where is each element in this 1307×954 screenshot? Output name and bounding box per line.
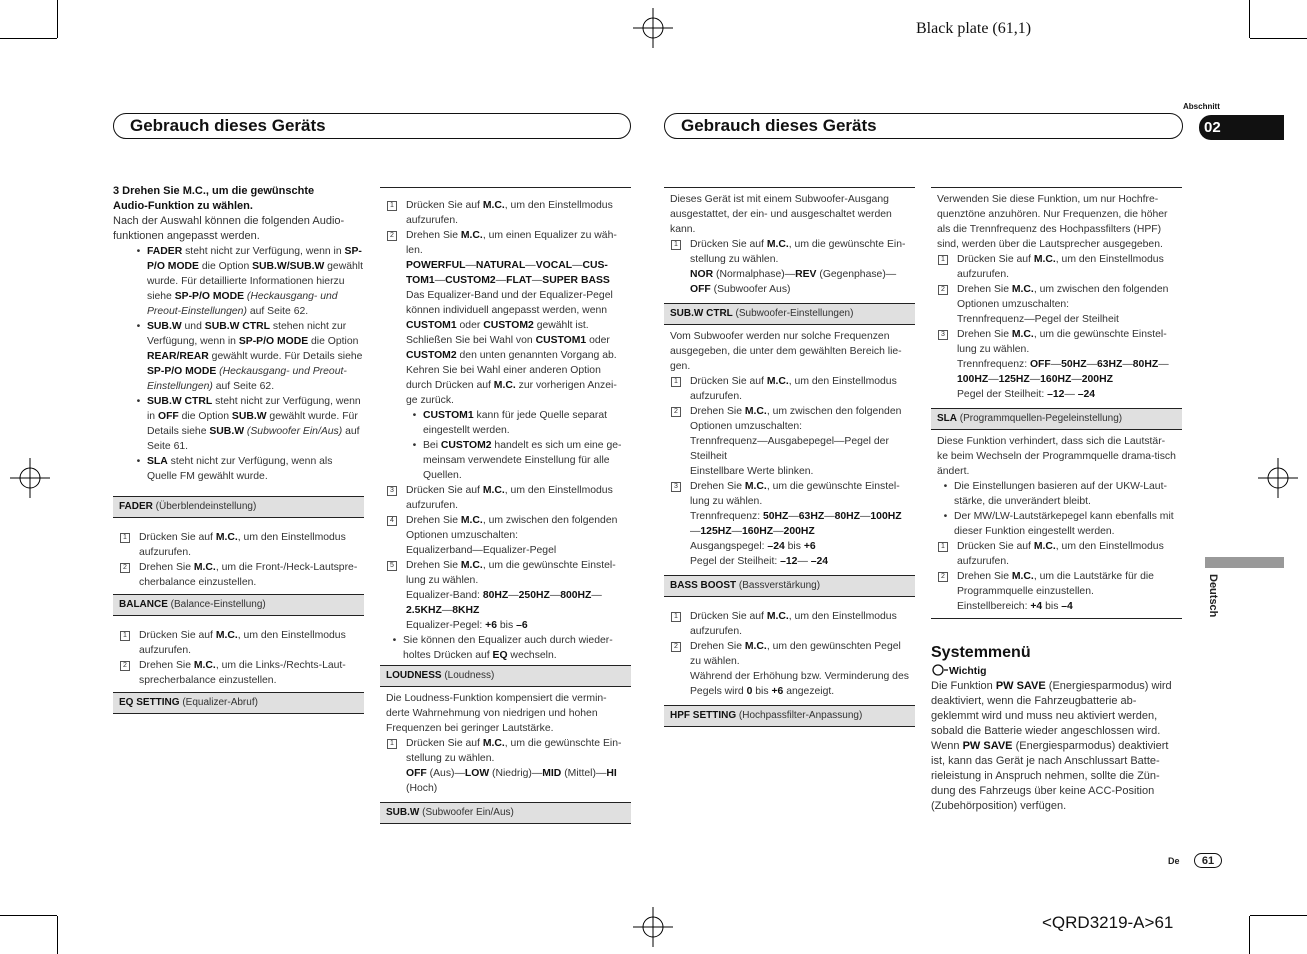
list-item: • SUB.W und SUB.W CTRL stehen nicht zur Verfügung, wenn in SP-P/O MODE die Option REAR/REAR gewählt wurde. Für Details siehe SP-P/O MODE (Heckausgang- und Preout-Einstellungen) auf Seite 62. bbox=[136, 321, 363, 392]
list-item: • Der MW/LW-Lautstärkepegel kann ebenfalls mit dieser Funktion eingestellt werden. bbox=[943, 511, 1174, 537]
plate-label: Black plate (61,1) bbox=[916, 20, 1032, 37]
step-item: 1 Drücken Sie auf M.C., um die gewünschte Ein-stellung zu wählen. NOR (Normalphase)—REV (Gegenphase)—OFF (Subwoofer Aus) bbox=[670, 237, 909, 297]
step-item: 2 Drehen Sie M.C., um die Lautstärke für die Programmquelle einzustellen. Einstellbereich: +4 bis –4 bbox=[937, 569, 1176, 614]
body-text: Die Loudness-Funktion kompensiert die vermin-derte Wahrnehmung von niedrigen und hohen Frequenzen bei geringer Lautstärke. bbox=[386, 693, 607, 734]
body-text: Die Funktion PW SAVE (Energiesparmodus) wird deaktiviert, wenn die Fahrzeugbatterie ab-geklemmt wird und muss neu aktiviert werden, sobald die Batterie wieder angeschlossen wird. Wenn PW SAVE (Energiesparmodus) deaktiviert ist, kann das Gerät je nach Anschlussart Batte-rieleistung in Anspruch nehmen, sollte die Zün-dung des Fahrzeugs über keine ACC-Position (Zubehörposition) verfügen. bbox=[931, 680, 1172, 812]
registration-mark-icon bbox=[633, 8, 673, 48]
body-text: Diese Funktion verhindert, dass sich die Lautstär-ke beim Wechseln der Programmquelle drama-tisch ändert. bbox=[937, 436, 1176, 477]
page-lang: De bbox=[1168, 856, 1180, 866]
step-item: 1 Drücken Sie auf M.C., um den Einstellmodus aufzurufen. bbox=[119, 530, 364, 560]
section-heading: Systemmenü bbox=[931, 644, 1031, 661]
column-4 bbox=[931, 187, 1182, 814]
setting-bar-subwoofer-ctrl: SUB.W CTRL (Subwoofer-Einstellungen) bbox=[664, 303, 915, 325]
important-icon bbox=[931, 664, 949, 676]
step-item: 2 Drehen Sie M.C., um den gewünschten Pegel zu wählen. Während der Erhöhung bzw. Verminderung des Pegels wird 0 bis +6 angezeigt. bbox=[670, 639, 909, 699]
page-number: 61 bbox=[1194, 853, 1222, 868]
setting-bar-eq: EQ SETTING (Equalizer-Abruf) bbox=[113, 692, 364, 714]
column-2 bbox=[380, 187, 631, 824]
setting-bar-loudness: LOUDNESS (Loudness) bbox=[380, 665, 631, 687]
step-item: 1 Drücken Sie auf M.C., um den Einstellmodus aufzurufen. bbox=[937, 252, 1176, 282]
section-label: Abschnitt bbox=[1183, 102, 1220, 111]
section-number: 02 bbox=[1199, 115, 1284, 140]
list-item: • SUB.W CTRL steht nicht zur Verfügung, wenn in OFF die Option SUB.W gewählt wurde. Für Details siehe SUB.W (Subwoofer Ein/Aus) auf Seite 61. bbox=[136, 396, 361, 452]
body-text: Vom Subwoofer werden nur solche Frequenzen ausgegeben, die unter dem gewählten Bereich lie-gen. bbox=[670, 331, 902, 372]
step-item: 2 Drehen Sie M.C., um zwischen den folgenden Optionen umzuschalten: Trennfrequenz—Ausgabepegel—Pegel der Steilheit Einstellbare Werte blinken. bbox=[670, 404, 909, 479]
step-item: 4 Drehen Sie M.C., um zwischen den folgenden Optionen umzuschalten: Equalizerband—Equalizer-Pegel bbox=[386, 513, 625, 558]
header-title-right: Gebrauch dieses Geräts bbox=[664, 113, 1183, 139]
list-item: • CUSTOM1 kann für jede Quelle separat eingestellt werden. bbox=[412, 410, 608, 436]
important-note: Wichtig bbox=[931, 664, 1182, 679]
step-title: 3 Drehen Sie M.C., um die gewünschte Audio-Funktion zu wählen. bbox=[113, 185, 315, 212]
setting-bar-bass-boost: BASS BOOST (Bassverstärkung) bbox=[664, 575, 915, 597]
crop-mark bbox=[57, 916, 58, 954]
step-item: 1 Drücken Sie auf M.C., um den Einstellmodus aufzurufen. bbox=[119, 628, 364, 658]
crop-mark bbox=[0, 38, 57, 39]
body-text: Dieses Gerät ist mit einem Subwoofer-Ausgang ausgestattet, der ein- und ausgeschaltet werden kann. bbox=[670, 194, 892, 235]
doc-code: <QRD3219-A>61 bbox=[1042, 913, 1174, 932]
step-item: 2 Drehen Sie M.C., um die Front-/Heck-Lautspre-cherbalance einzustellen. bbox=[119, 560, 364, 590]
setting-bar-subwoofer: SUB.W (Subwoofer Ein/Aus) bbox=[380, 802, 631, 824]
crop-mark bbox=[0, 915, 57, 916]
list-item: • Bei CUSTOM2 handelt es sich um eine ge-meinsam verwendete Einstellung für alle Quellen. bbox=[412, 440, 622, 481]
setting-bar-sla: SLA (Programmquellen-Pegeleinstellung) bbox=[931, 408, 1182, 430]
crop-mark bbox=[57, 0, 58, 38]
crop-mark bbox=[1250, 38, 1307, 39]
language-label: Deutsch bbox=[1207, 574, 1219, 618]
step-item: 1 Drücken Sie auf M.C., um den Einstellmodus aufzurufen. bbox=[937, 539, 1176, 569]
setting-bar-balance: BALANCE (Balance-Einstellung) bbox=[113, 594, 364, 616]
intro-text: Nach der Auswahl können die folgenden Audio-funktionen angepasst werden. bbox=[113, 215, 345, 242]
column-1 bbox=[113, 184, 364, 714]
setting-bar-hpf: HPF SETTING (Hochpassfilter-Anpassung) bbox=[664, 705, 915, 727]
language-tab bbox=[1205, 557, 1284, 568]
list-item: • FADER steht nicht zur Verfügung, wenn in SP-P/O MODE die Option SUB.W/SUB.W gewählt wurde. Für detaillierte Informationen hierzu siehe SP-P/O MODE (Heckausgang- und Preout-Einstellungen) auf Seite 62. bbox=[136, 246, 363, 317]
registration-mark-icon bbox=[633, 907, 673, 947]
list-item: • Sie können den Equalizer auch durch wieder-holtes Drücken auf EQ wechseln. bbox=[392, 635, 613, 661]
step-item: 2 Drehen Sie M.C., um zwischen den folgenden Optionen umzuschalten: Trennfrequenz—Pegel der Steilheit bbox=[937, 282, 1176, 327]
step-item: 3 Drücken Sie auf M.C., um den Einstellmodus aufzurufen. bbox=[386, 483, 625, 513]
step-item: 1 Drücken Sie auf M.C., um die gewünschte Ein-stellung zu wählen. OFF (Aus)—LOW (Niedrig)—MID (Mittel)—HI (Hoch) bbox=[386, 736, 625, 796]
header-title-left: Gebrauch dieses Geräts bbox=[113, 113, 631, 139]
step-item: 1 Drücken Sie auf M.C., um den Einstellmodus aufzurufen. bbox=[670, 374, 909, 404]
step-item: 3 Drehen Sie M.C., um die gewünschte Einstel-lung zu wählen. Trennfrequenz: 50HZ—63HZ—80HZ—100HZ—125HZ—160HZ—200HZ Ausgangspegel: –24 bis +6 Pegel der Steilheit: –12— –24 bbox=[670, 479, 909, 569]
step-item: 3 Drehen Sie M.C., um die gewünschte Einstel-lung zu wählen. Trennfrequenz: OFF—50HZ—63HZ—80HZ—100HZ—125HZ—160HZ—200HZ Pegel der Steilheit: –12— –24 bbox=[937, 327, 1176, 402]
list-item: • SLA steht nicht zur Verfügung, wenn als Quelle FM gewählt wurde. bbox=[136, 456, 333, 482]
registration-mark-icon bbox=[1258, 458, 1298, 498]
list-item: • Die Einstellungen basieren auf der UKW-Laut-stärke, die unverändert bleibt. bbox=[943, 481, 1167, 507]
step-item: 1 Drücken Sie auf M.C., um den Einstellmodus aufzurufen. bbox=[670, 609, 909, 639]
step-item: 5 Drehen Sie M.C., um die gewünschte Einstel-lung zu wählen. Equalizer-Band: 80HZ—250HZ—800HZ—2.5KHZ—8KHZ Equalizer-Pegel: +6 bis –6 bbox=[386, 558, 625, 633]
crop-mark bbox=[1249, 0, 1250, 38]
registration-mark-icon bbox=[10, 458, 50, 498]
step-item: 2 Drehen Sie M.C., um die Links-/Rechts-Laut-sprecherbalance einzustellen. bbox=[119, 658, 364, 688]
column-3 bbox=[664, 187, 915, 727]
setting-bar-fader: FADER (Überblendeinstellung) bbox=[113, 496, 364, 518]
crop-mark bbox=[1250, 915, 1307, 916]
body-text: Verwenden Sie diese Funktion, um nur Hochfre-quenztöne anzuhören. Nur Frequenzen, die höher als die Trennfrequenz des Hochpassfilters (HPF) sind, werden über die Lautsprecher ausgegeben. bbox=[937, 194, 1168, 250]
step-item: 1 Drücken Sie auf M.C., um den Einstellmodus aufzurufen. bbox=[386, 198, 625, 228]
crop-mark bbox=[1249, 916, 1250, 954]
step-item: 2 Drehen Sie M.C., um einen Equalizer zu wäh-len. POWERFUL—NATURAL—VOCAL—CUS-TOM1—CUSTOM2—FLAT—SUPER BASS Das Equalizer-Band und der Equalizer-Pegel können individuell angepasst werden, wenn CUSTOM1 oder CUSTOM2 gewählt ist. Schließen Sie bei Wahl von CUSTOM1 oder CUSTOM2 den unten genannten Vorgang ab. Kehren Sie bei Wahl einer anderen Option durch Drücken auf M.C. zur vorherigen Anzei-ge zurück. • CUSTOM1 kann für jede Quelle separat eingestellt werden. • Bei CUSTOM2 handelt es sich um eine ge-meinsam verwendete Einstellung für alle Quellen. bbox=[386, 228, 625, 483]
